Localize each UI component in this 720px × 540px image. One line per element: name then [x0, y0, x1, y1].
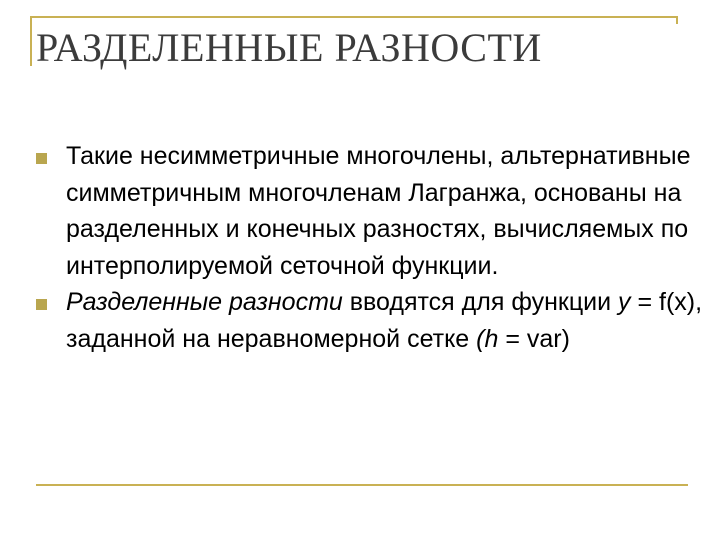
term-divided-differences: Разделенные разности	[66, 288, 343, 316]
variable-h: h	[484, 324, 499, 353]
bullet-item-1	[36, 138, 706, 284]
bullet-text-2-part-c: = var)	[498, 324, 570, 353]
bullet-text-2-part-a: вводятся для функции	[342, 288, 619, 316]
slide-title: РАЗДЕЛЕННЫЕ РАЗНОСТИ	[36, 25, 542, 70]
bottom-border-line	[36, 484, 688, 486]
top-border-line	[30, 16, 678, 18]
square-bullet-icon	[36, 153, 47, 164]
square-bullet-icon	[36, 299, 47, 310]
variable-y: y	[618, 288, 631, 316]
bullet-text-2-part-b: = f(x), заданной на неравномерной сетке	[66, 288, 703, 353]
paren-open: (	[476, 324, 485, 353]
bullet-list	[36, 138, 706, 357]
right-border-stub	[676, 16, 678, 24]
bullet-text-1: Такие несимметричные многочлены, альтернативные симметричным многочленам Лагранжа, основаны на разделенных и конечных разностях, вычисляемых по интерполируемой сеточной функции.	[66, 142, 691, 280]
bullet-text-2	[66, 284, 706, 357]
left-border-line	[30, 16, 32, 66]
bullet-item-2	[36, 284, 706, 357]
